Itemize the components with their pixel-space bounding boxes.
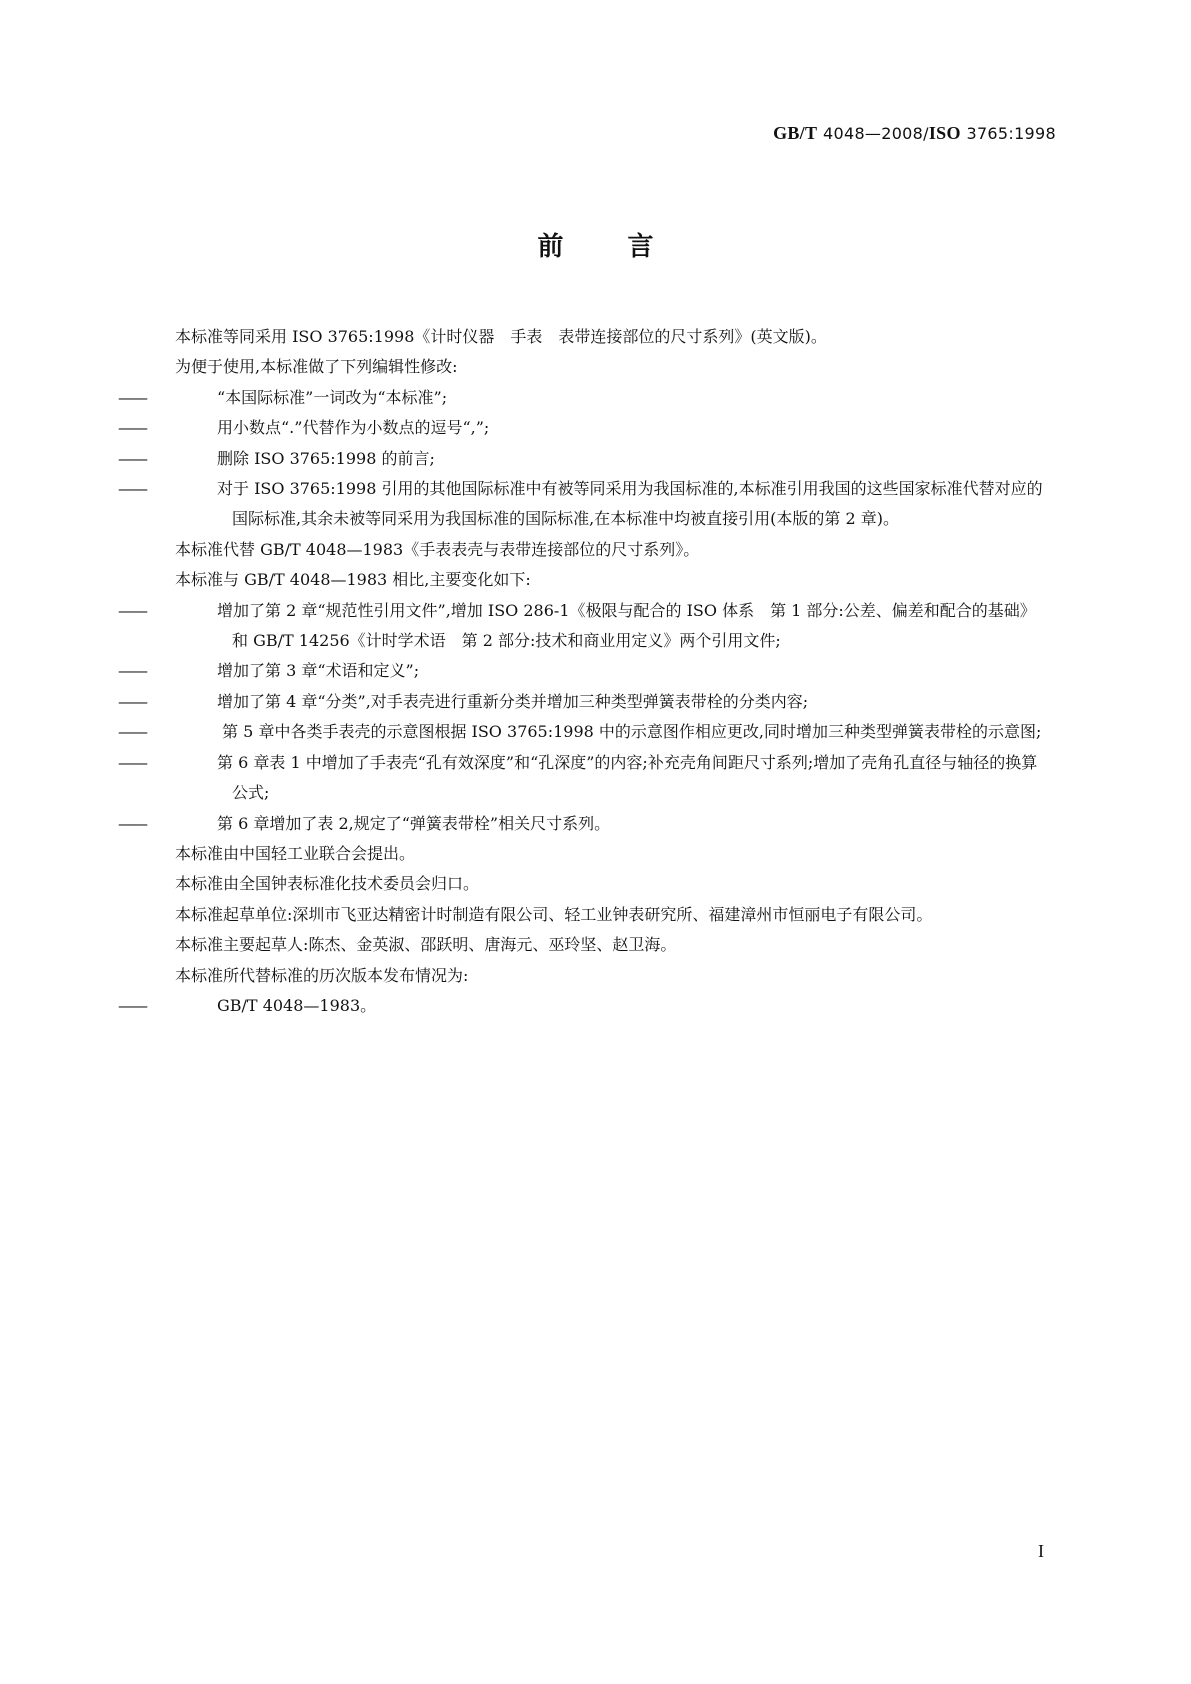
list-item-text: 增加了第 4 章“分类”,对手表壳进行重新分类并增加三种类型弹簧表带栓的分类内容; bbox=[217, 691, 809, 711]
list-item bbox=[118, 717, 1050, 747]
list-item-text: 对于 ISO 3765:1998 引用的其他国际标准中有被等同采用为我国标准的,本标准引用我国的这些国家标准代替对应的国际标准,其余未被等同采用为我国标准的国际标准,在本标准中均被直接引用(本版的第 2 章)。 bbox=[217, 479, 1043, 529]
standard-code-prefix: GB/T bbox=[773, 123, 818, 143]
em-dash-bullet: —— bbox=[118, 387, 146, 407]
paragraph: 为便于使用,本标准做了下列编辑性修改: bbox=[175, 357, 458, 377]
paragraph: 本标准与 GB/T 4048—1983 相比,主要变化如下: bbox=[175, 570, 531, 590]
list-item bbox=[118, 596, 1050, 657]
paragraph: 本标准起草单位:深圳市飞亚达精密计时制造有限公司、轻工业钟表研究所、福建漳州市恒丽电子有限公司。 bbox=[175, 904, 933, 924]
list-item-text: 第 6 章表 1 中增加了手表壳“孔有效深度”和“孔深度”的内容;补充壳角间距尺寸系列;增加了壳角孔直径与轴径的换算公式; bbox=[217, 752, 1038, 803]
list-item bbox=[118, 809, 1050, 839]
paragraph: 本标准由全国钟表标准化技术委员会归口。 bbox=[175, 874, 480, 894]
em-dash-bullet: —— bbox=[118, 479, 146, 499]
list-item-text: 第 6 章增加了表 2,规定了“弹簧表带栓”相关尺寸系列。 bbox=[217, 813, 611, 833]
em-dash-bullet: —— bbox=[118, 661, 146, 681]
page-title bbox=[0, 226, 1191, 263]
foreword-body bbox=[118, 322, 1050, 1021]
list-item bbox=[118, 687, 1050, 717]
list-item bbox=[118, 748, 1050, 809]
em-dash-bullet: —— bbox=[118, 600, 146, 620]
em-dash-bullet: —— bbox=[118, 418, 146, 438]
list-item bbox=[118, 656, 1050, 686]
paragraph: 本标准主要起草人:陈杰、金英淑、邵跃明、唐海元、巫玲坚、赵卫海。 bbox=[175, 935, 677, 955]
list-item-text: 增加了第 2 章“规范性引用文件”,增加 ISO 286-1《极限与配合的 ISO 体系 第 1 部分:公差、偏差和配合的基础》和 GB/T 14256《计时学术语 第 2 部分:技术和商业用定义》两个引用文件; bbox=[217, 600, 1036, 651]
list-item-text: GB/T 4048—1983。 bbox=[217, 995, 377, 1015]
em-dash-bullet: —— bbox=[118, 813, 146, 833]
list-item-text: 增加了第 3 章“术语和定义”; bbox=[217, 661, 420, 681]
list-item-text: 删除 ISO 3765:1998 的前言; bbox=[217, 448, 435, 468]
em-dash-bullet: —— bbox=[118, 691, 146, 711]
list-item bbox=[118, 474, 1050, 535]
list-item bbox=[118, 413, 1050, 443]
list-item-text: 用小数点“.”代替作为小数点的逗号“,”; bbox=[217, 418, 490, 438]
page-number: I bbox=[1038, 1541, 1044, 1561]
paragraph: 本标准等同采用 ISO 3765:1998《计时仪器 手表 表带连接部位的尺寸系列》(英文版)。 bbox=[175, 327, 827, 346]
em-dash-bullet: —— bbox=[118, 722, 146, 742]
list-item bbox=[118, 383, 1050, 413]
standard-code-header bbox=[773, 123, 1056, 144]
title-char-1: 前 bbox=[537, 232, 564, 262]
iso-label: ISO bbox=[928, 123, 961, 143]
list-item bbox=[118, 991, 1050, 1021]
em-dash-bullet: —— bbox=[118, 448, 146, 468]
list-item-text: “本国际标准”一词改为“本标准”; bbox=[217, 387, 448, 407]
iso-code-number: 3765:1998 bbox=[966, 124, 1056, 143]
em-dash-bullet: —— bbox=[118, 752, 146, 772]
title-char-2: 言 bbox=[627, 232, 654, 262]
paragraph: 本标准所代替标准的历次版本发布情况为: bbox=[175, 965, 469, 985]
list-item-text: 第 5 章中各类手表壳的示意图根据 ISO 3765:1998 中的示意图作相应更改,同时增加三种类型弹簧表带栓的示意图; bbox=[217, 722, 1042, 742]
paragraph: 本标准由中国轻工业联合会提出。 bbox=[175, 843, 416, 863]
paragraph: 本标准代替 GB/T 4048—1983《手表表壳与表带连接部位的尺寸系列》。 bbox=[175, 539, 700, 559]
list-item bbox=[118, 444, 1050, 474]
standard-code-number: 4048—2008/ bbox=[823, 124, 929, 143]
em-dash-bullet: —— bbox=[118, 995, 146, 1015]
